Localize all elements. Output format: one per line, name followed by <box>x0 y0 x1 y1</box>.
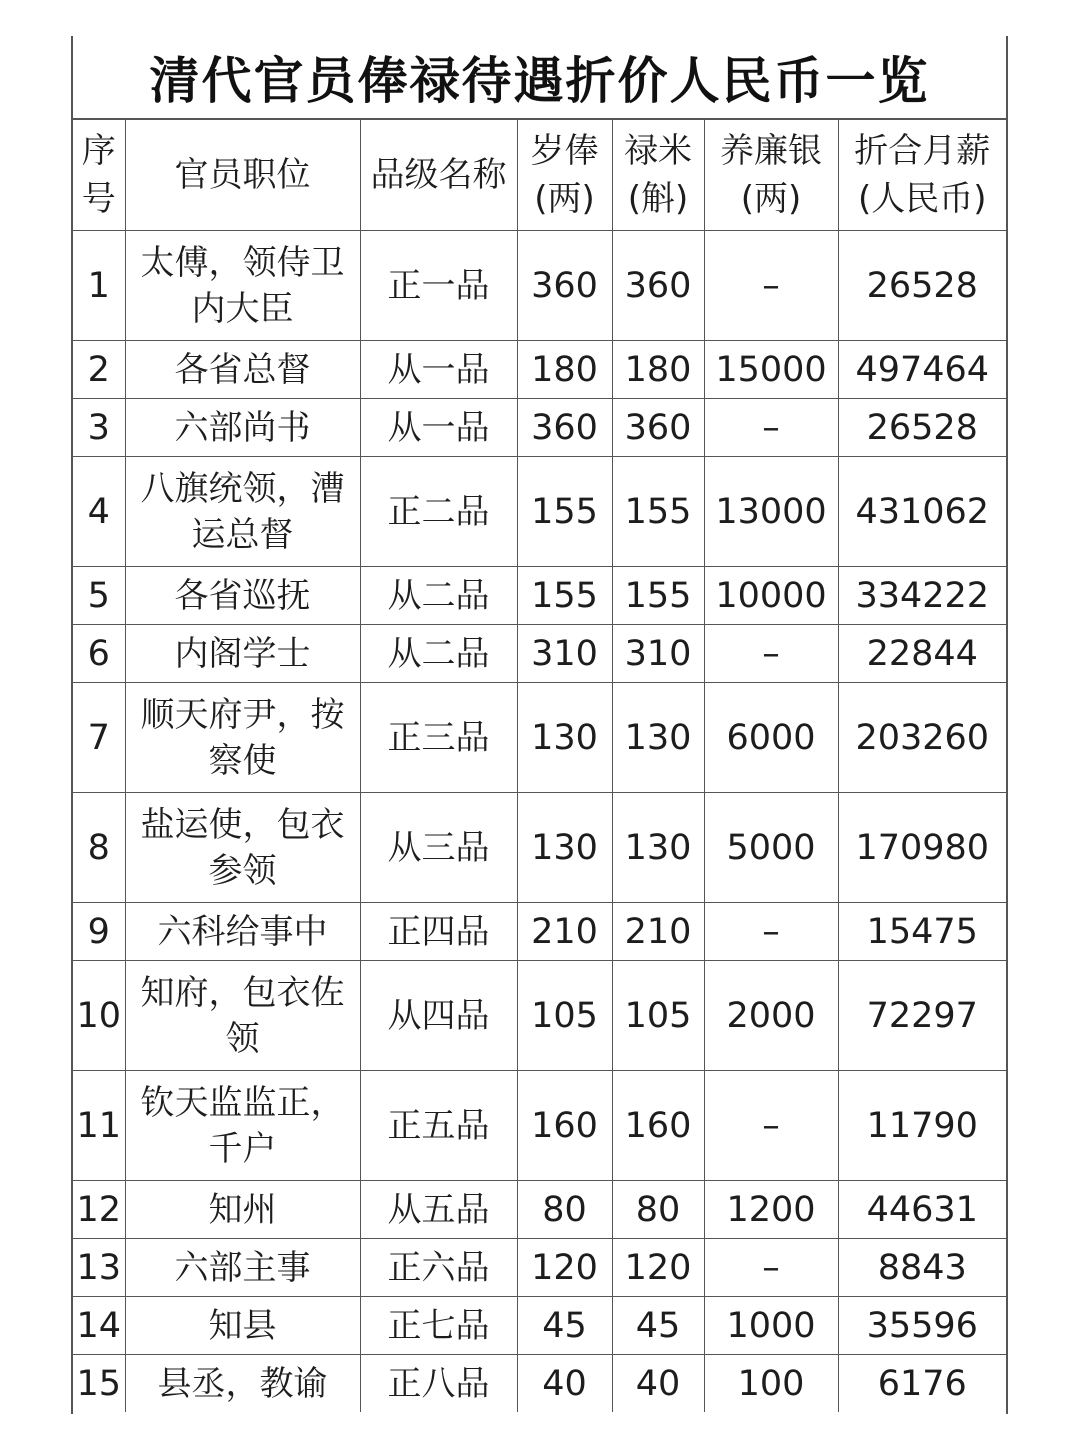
cell-position: 钦天监监正，千户 <box>125 1071 360 1181</box>
table-row <box>73 341 1006 399</box>
cell-salary: 120 <box>517 1239 612 1297</box>
cell-rice: 310 <box>612 625 704 683</box>
cell-salary: 130 <box>517 793 612 903</box>
cell-position: 太傅，领侍卫内大臣 <box>125 231 360 341</box>
cell-monthly: 22844 <box>838 625 1006 683</box>
cell-allowance: – <box>704 1071 838 1181</box>
cell-no: 4 <box>73 457 125 567</box>
cell-position: 顺天府尹，按察使 <box>125 683 360 793</box>
cell-monthly: 334222 <box>838 567 1006 625</box>
cell-rice: 130 <box>612 683 704 793</box>
table-row <box>73 961 1006 1071</box>
cell-monthly: 26528 <box>838 399 1006 457</box>
table-row <box>73 1071 1006 1181</box>
header-rank: 品级名称 <box>360 120 517 231</box>
table-row <box>73 1181 1006 1239</box>
cell-allowance: 1200 <box>704 1181 838 1239</box>
cell-no: 13 <box>73 1239 125 1297</box>
header-rice <box>612 120 704 231</box>
cell-monthly: 203260 <box>838 683 1006 793</box>
cell-rank: 从二品 <box>360 567 517 625</box>
cell-allowance: 6000 <box>704 683 838 793</box>
cell-allowance: 5000 <box>704 793 838 903</box>
cell-rank: 从五品 <box>360 1181 517 1239</box>
cell-rice: 160 <box>612 1071 704 1181</box>
table-row <box>73 903 1006 961</box>
cell-allowance: 100 <box>704 1355 838 1413</box>
cell-position: 各省总督 <box>125 341 360 399</box>
cell-salary: 130 <box>517 683 612 793</box>
cell-allowance: – <box>704 1239 838 1297</box>
header-position: 官员职位 <box>125 120 360 231</box>
cell-no: 3 <box>73 399 125 457</box>
cell-no: 1 <box>73 231 125 341</box>
cell-rank: 正五品 <box>360 1071 517 1181</box>
cell-rank: 正七品 <box>360 1297 517 1355</box>
cell-rice: 155 <box>612 567 704 625</box>
cell-rank: 正一品 <box>360 231 517 341</box>
cell-rice: 105 <box>612 961 704 1071</box>
page-title: 清代官员俸禄待遇折价人民币一览 <box>73 36 1006 120</box>
cell-monthly: 11790 <box>838 1071 1006 1181</box>
cell-no: 11 <box>73 1071 125 1181</box>
cell-rank: 正三品 <box>360 683 517 793</box>
cell-rank: 正四品 <box>360 903 517 961</box>
header-allowance <box>704 120 838 231</box>
cell-monthly: 26528 <box>838 231 1006 341</box>
cell-allowance: 1000 <box>704 1297 838 1355</box>
header-monthly-line1: 折合月薪 <box>854 131 991 171</box>
cell-salary: 360 <box>517 399 612 457</box>
cell-no: 14 <box>73 1297 125 1355</box>
cell-no: 9 <box>73 903 125 961</box>
cell-monthly: 431062 <box>838 457 1006 567</box>
cell-no: 6 <box>73 625 125 683</box>
table-row <box>73 231 1006 341</box>
header-salary-line2: (两) <box>534 179 595 219</box>
cell-allowance: 10000 <box>704 567 838 625</box>
cell-rank: 正六品 <box>360 1239 517 1297</box>
cell-no: 7 <box>73 683 125 793</box>
cell-monthly: 497464 <box>838 341 1006 399</box>
cell-rank: 从三品 <box>360 793 517 903</box>
cell-monthly: 6176 <box>877 1363 967 1404</box>
cell-salary: 80 <box>517 1181 612 1239</box>
table-row <box>73 1355 1006 1413</box>
cell-allowance: – <box>704 231 838 341</box>
cell-rice: 130 <box>612 793 704 903</box>
cell-position: 县丞，教谕 <box>125 1355 360 1413</box>
cell-no: 12 <box>73 1181 125 1239</box>
cell-rice: 210 <box>612 903 704 961</box>
cell-position: 知县 <box>125 1297 360 1355</box>
header-salary-line1: 岁俸 <box>530 131 599 171</box>
cell-rice: 45 <box>612 1297 704 1355</box>
cell-no: 8 <box>73 793 125 903</box>
cell-position: 六部尚书 <box>125 399 360 457</box>
cell-rice: 155 <box>612 457 704 567</box>
cell-salary: 310 <box>517 625 612 683</box>
cell-allowance: 15000 <box>704 341 838 399</box>
header-allowance-line2: (两) <box>740 179 802 219</box>
cell-salary: 105 <box>517 961 612 1071</box>
table-row <box>73 567 1006 625</box>
cell-rank: 从一品 <box>360 341 517 399</box>
cell-allowance: – <box>704 903 838 961</box>
table-row <box>73 1239 1006 1297</box>
header-salary <box>517 120 612 231</box>
cell-monthly: 35596 <box>838 1297 1006 1355</box>
cell-monthly: 15475 <box>838 903 1006 961</box>
cell-rice: 180 <box>612 341 704 399</box>
cell-salary: 210 <box>517 903 612 961</box>
cell-rank: 正二品 <box>360 457 517 567</box>
table-row <box>73 399 1006 457</box>
header-monthly <box>838 120 1006 231</box>
cell-position: 内阁学士 <box>125 625 360 683</box>
cell-position: 六部主事 <box>125 1239 360 1297</box>
cell-no: 5 <box>73 567 125 625</box>
cell-rice: 40 <box>612 1355 704 1413</box>
cell-rice: 360 <box>612 231 704 341</box>
salary-table <box>73 120 1006 1412</box>
header-index <box>73 120 125 231</box>
cell-salary: 155 <box>517 567 612 625</box>
cell-no: 2 <box>73 341 125 399</box>
cell-salary: 45 <box>517 1297 612 1355</box>
cell-rice: 360 <box>612 399 704 457</box>
header-monthly-line2: (人民币) <box>857 179 987 219</box>
cell-allowance: 2000 <box>704 961 838 1071</box>
cell-position: 六科给事中 <box>125 903 360 961</box>
cell-no: 10 <box>73 961 125 1071</box>
cell-monthly: 170980 <box>838 793 1006 903</box>
table-row <box>73 683 1006 793</box>
cell-no: 15 <box>73 1355 125 1413</box>
cell-allowance: 13000 <box>704 457 838 567</box>
cell-salary: 360 <box>517 231 612 341</box>
cell-salary: 155 <box>517 457 612 567</box>
table-row <box>73 625 1006 683</box>
cell-position: 知州 <box>125 1181 360 1239</box>
cell-position: 八旗统领，漕运总督 <box>125 457 360 567</box>
cell-allowance: – <box>704 625 838 683</box>
header-row <box>73 120 1006 231</box>
cell-position: 各省巡抚 <box>125 567 360 625</box>
cell-position: 知府，包衣佐领 <box>125 961 360 1071</box>
cell-rank: 从二品 <box>360 625 517 683</box>
cell-rice: 80 <box>612 1181 704 1239</box>
cell-position: 盐运使，包衣参领 <box>125 793 360 903</box>
cell-rank: 正八品 <box>360 1355 517 1413</box>
header-rice-line2: (斛) <box>627 179 689 219</box>
header-index-line2: 号 <box>81 179 116 219</box>
cell-salary: 180 <box>517 341 612 399</box>
cell-allowance: – <box>704 399 838 457</box>
table-row <box>73 793 1006 903</box>
cell-rank: 从一品 <box>360 399 517 457</box>
cell-salary: 40 <box>517 1355 612 1413</box>
cell-rice: 120 <box>612 1239 704 1297</box>
header-allowance-line1: 养廉银 <box>720 131 822 171</box>
cell-rank: 从四品 <box>360 961 517 1071</box>
cell-monthly: 8843 <box>838 1239 1006 1297</box>
table-row <box>73 1297 1006 1355</box>
table-row <box>73 457 1006 567</box>
header-rice-line1: 禄米 <box>624 131 692 171</box>
salary-table-sheet <box>71 36 1008 1414</box>
header-index-line1: 序 <box>81 131 116 171</box>
cell-monthly: 44631 <box>838 1181 1006 1239</box>
cell-monthly: 72297 <box>838 961 1006 1071</box>
cell-salary: 160 <box>517 1071 612 1181</box>
